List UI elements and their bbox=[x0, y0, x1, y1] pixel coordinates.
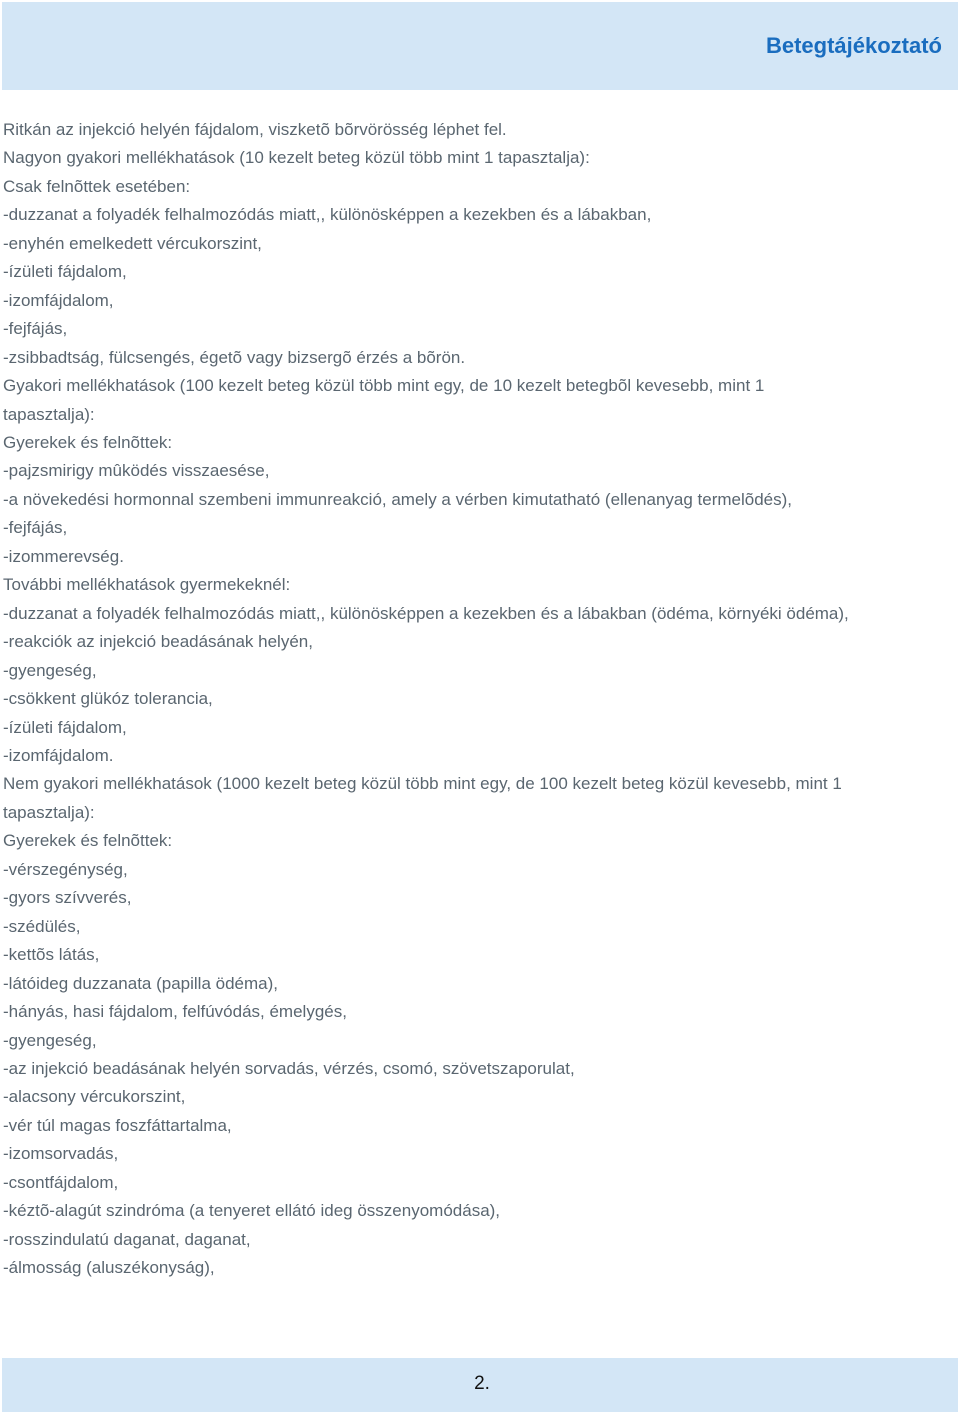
text-line: -ízületi fájdalom, bbox=[3, 717, 127, 737]
text-line: -csökkent glükóz tolerancia, bbox=[3, 689, 213, 709]
text-line: -a növekedési hormonnal szembeni immunreakció, amely a vérben kimutatható (ellenanyag termelõdés), bbox=[3, 489, 793, 509]
text-line: -zsibbadtság, fülcsengés, égetõ vagy bizsergõ érzés a bõrön. bbox=[3, 347, 466, 367]
text-line: Ritkán az injekció helyén fájdalom, viszketõ bõrvörösség léphet fel. bbox=[3, 120, 507, 139]
text-line: -kéztõ-alagút szindróma (a tenyeret ellátó ideg összenyomódása), bbox=[3, 1201, 501, 1221]
text-line: -alacsony vércukorszint, bbox=[3, 1087, 186, 1107]
text-line: -fejfájás, bbox=[3, 518, 68, 538]
document-title: Betegtájékoztató bbox=[765, 33, 942, 58]
text-line: -reakciók az injekció beadásának helyén, bbox=[3, 632, 313, 652]
text-line: -izomsorvadás, bbox=[3, 1144, 119, 1164]
text-line: -álmosság (aluszékonyság), bbox=[3, 1258, 215, 1278]
text-line: Gyerekek és felnõttek: bbox=[3, 432, 173, 452]
text-line: -látóideg duzzanata (papilla ödéma), bbox=[3, 973, 279, 993]
text-line: Nagyon gyakori mellékhatások (10 kezelt beteg közül több mint 1 tapasztalja): bbox=[3, 148, 590, 168]
text-line: -gyengeség, bbox=[3, 660, 97, 680]
page-number: 2. bbox=[474, 1373, 490, 1394]
text-line: -csontfájdalom, bbox=[3, 1172, 119, 1192]
text-line: -vérszegénység, bbox=[3, 859, 128, 879]
text-line: -pajzsmirigy mûködés visszaesése, bbox=[3, 461, 270, 481]
text-line: -hányás, hasi fájdalom, felfúvódás, émelygés, bbox=[3, 1002, 347, 1022]
text-line: -ízületi fájdalom, bbox=[3, 262, 127, 282]
text-line: Csak felnõttek esetében: bbox=[3, 176, 191, 196]
text-line: tapasztalja): bbox=[3, 404, 95, 424]
text-line: -fejfájás, bbox=[3, 319, 68, 339]
text-line: -gyors szívverés, bbox=[3, 888, 132, 908]
text-line: -rosszindulatú daganat, daganat, bbox=[3, 1229, 251, 1249]
text-line: -izomfájdalom, bbox=[3, 290, 114, 310]
text-line: tapasztalja): bbox=[3, 802, 95, 822]
document-body bbox=[3, 116, 953, 1283]
text-line: -izomfájdalom. bbox=[3, 745, 114, 765]
text-line: -gyengeség, bbox=[3, 1030, 97, 1050]
text-line: Nem gyakori mellékhatások (1000 kezelt beteg közül több mint egy, de 100 kezelt beteg közül kevesebb, mint 1 bbox=[3, 774, 842, 794]
text-line: Gyakori mellékhatások (100 kezelt beteg közül több mint egy, de 10 kezelt betegbõl kevesebb, mint 1 bbox=[3, 376, 765, 396]
text-line: -izommerevség. bbox=[3, 546, 124, 566]
text-line: -duzzanat a folyadék felhalmozódás miatt,, különösképpen a kezekben és a lábakban (ödéma, környéki ödéma), bbox=[3, 603, 849, 623]
text-line: -kettõs látás, bbox=[3, 945, 100, 965]
text-line: -szédülés, bbox=[3, 916, 81, 936]
text-line: -vér túl magas foszfáttartalma, bbox=[3, 1115, 232, 1135]
text-line: További mellékhatások gyermekeknél: bbox=[3, 575, 291, 595]
header-band bbox=[2, 2, 958, 90]
text-line: -duzzanat a folyadék felhalmozódás miatt,, különösképpen a kezekben és a lábakban, bbox=[3, 205, 652, 225]
text-line: -enyhén emelkedett vércukorszint, bbox=[3, 233, 262, 253]
footer-band bbox=[2, 1358, 958, 1412]
text-line: Gyerekek és felnõttek: bbox=[3, 831, 173, 851]
text-line: -az injekció beadásának helyén sorvadás, vérzés, csomó, szövetszaporulat, bbox=[3, 1058, 575, 1078]
